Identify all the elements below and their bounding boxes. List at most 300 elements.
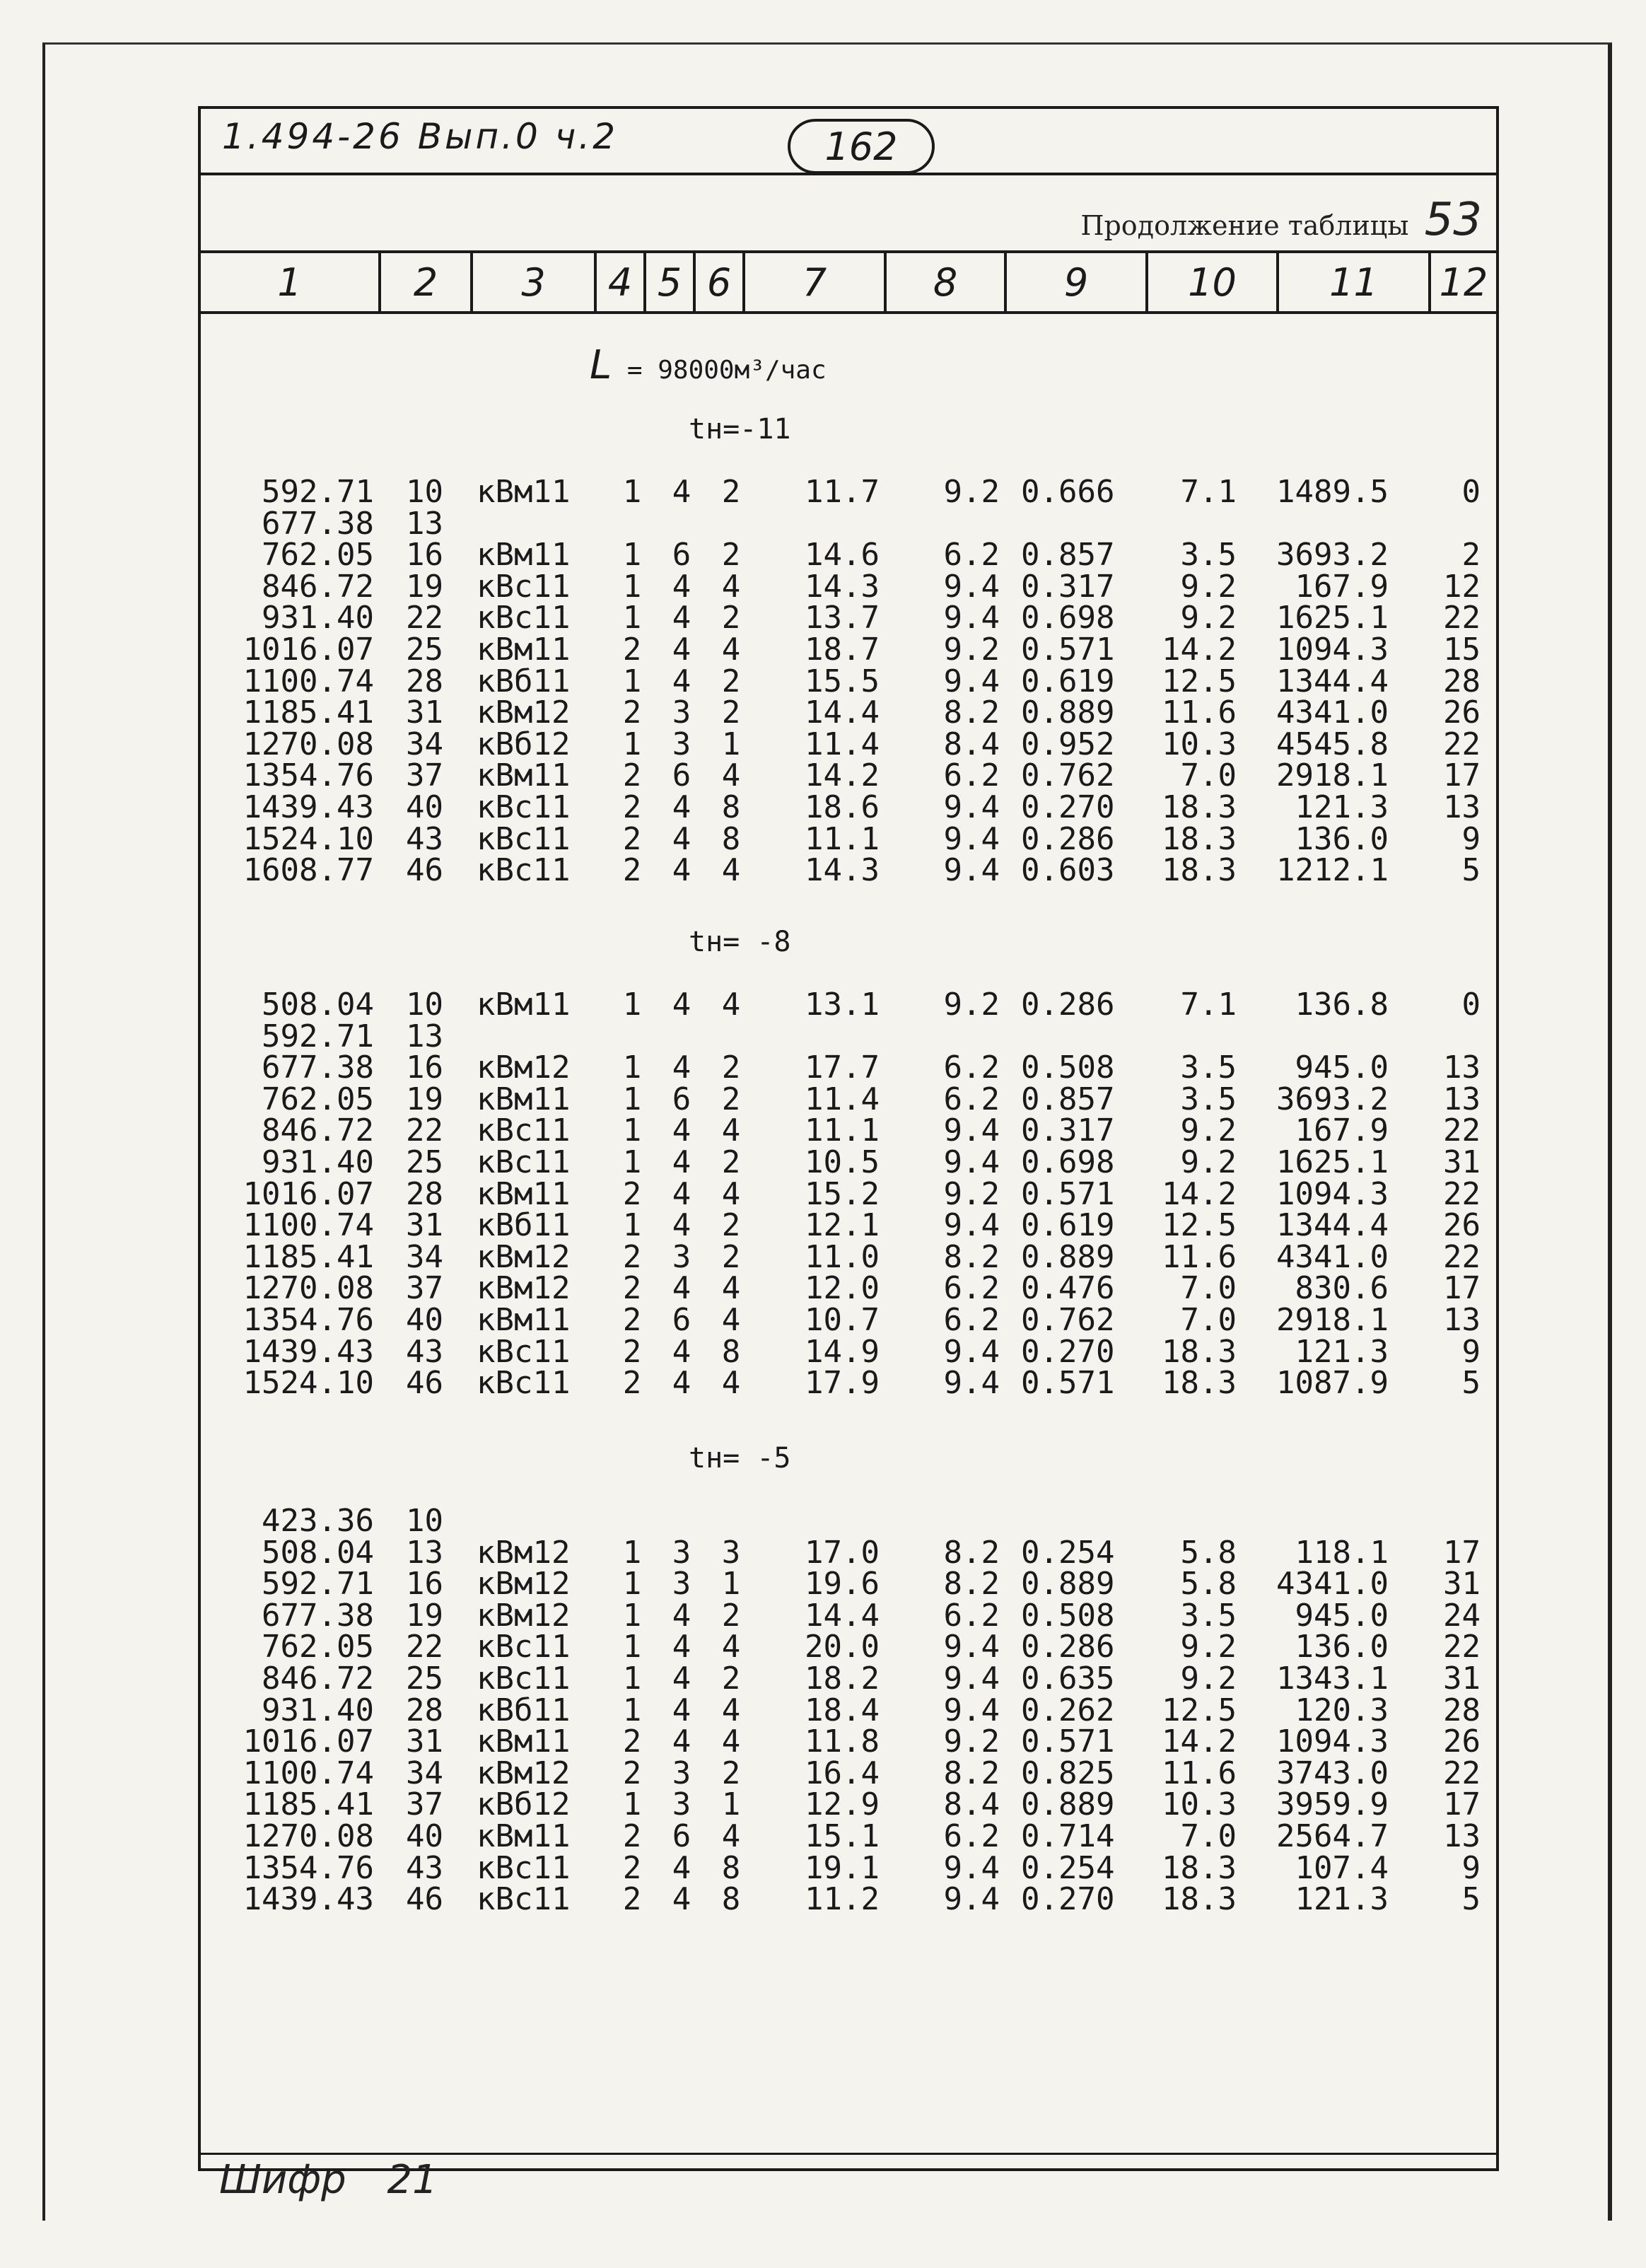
- table-cell: 17: [1443, 1786, 1481, 1823]
- table-cell: кВб11: [477, 1692, 571, 1728]
- table-cell: 11.7: [805, 474, 880, 510]
- table-cell: 12.1: [805, 1207, 880, 1244]
- table-cell: кВм11: [477, 757, 571, 794]
- table-cell: 9.2: [1180, 1629, 1237, 1665]
- table-cell: 19.1: [805, 1849, 880, 1886]
- table-cell: 762.05: [262, 1629, 374, 1665]
- table-cell: 2: [721, 1207, 741, 1244]
- table-cell: 1185.41: [243, 1238, 374, 1275]
- table-cell: 5.8: [1180, 1534, 1237, 1571]
- table-cell: 18.3: [1162, 1365, 1237, 1402]
- table-cell: 4: [721, 568, 741, 605]
- table-cell: 28: [406, 1692, 443, 1728]
- table-cell: 3: [672, 726, 691, 762]
- table-cell: 1100.74: [243, 663, 374, 699]
- table-cell: 10.5: [805, 1144, 880, 1180]
- table-cell: 1016.07: [243, 1723, 374, 1760]
- table-cell: 1212.1: [1276, 852, 1389, 889]
- table-cell: 1185.41: [243, 694, 374, 731]
- table-cell: 0.286: [1021, 987, 1115, 1023]
- table-cell: 2: [721, 1238, 741, 1275]
- table-cell: 6.2: [943, 1597, 1000, 1634]
- table-cell: 4: [672, 474, 691, 510]
- table-cell: 17.9: [805, 1365, 880, 1402]
- table-cell: 136.0: [1295, 1629, 1389, 1665]
- table-row: [201, 1692, 1496, 1728]
- table-cell: 14.4: [805, 1597, 880, 1634]
- table-cell: 6: [672, 1081, 691, 1117]
- table-cell: кВм12: [477, 1270, 571, 1307]
- table-cell: 22: [406, 1629, 443, 1665]
- table-cell: 4: [672, 632, 691, 668]
- table-cell: 1344.4: [1276, 663, 1389, 699]
- table-cell: 19: [406, 1081, 443, 1117]
- table-cell: 1343.1: [1276, 1661, 1389, 1697]
- table-cell: 9.2: [943, 1175, 1000, 1212]
- table-cell: 1: [622, 1629, 642, 1665]
- table-cell: 4: [672, 1629, 691, 1665]
- table-row: [201, 1597, 1496, 1634]
- table-cell: 4: [672, 600, 691, 636]
- table-cell: кВс11: [477, 852, 571, 889]
- table-cell: 830.6: [1295, 1270, 1389, 1307]
- table-cell: 0.317: [1021, 568, 1115, 605]
- table-cell: 22: [1443, 600, 1481, 636]
- table-row: [201, 1144, 1496, 1180]
- table-cell: кВм12: [477, 1049, 571, 1086]
- table-cell: 22: [1443, 1175, 1481, 1212]
- table-cell: 0.698: [1021, 1144, 1115, 1180]
- table-cell: 121.3: [1295, 1333, 1389, 1370]
- table-cell: 2: [721, 1144, 741, 1180]
- table-cell: 4: [721, 1175, 741, 1212]
- table-cell: 9.4: [943, 820, 1000, 857]
- table-cell: 4: [672, 1365, 691, 1402]
- table-cell: 4: [721, 1302, 741, 1338]
- table-cell: 118.1: [1295, 1534, 1389, 1571]
- table-cell: 2: [622, 1365, 642, 1402]
- table-row: [201, 1333, 1496, 1370]
- table-cell: 4: [721, 852, 741, 889]
- table-cell: 4: [672, 1723, 691, 1760]
- table-cell: кВс11: [477, 1333, 571, 1370]
- table-cell: 1100.74: [243, 1207, 374, 1244]
- table-cell: 18.6: [805, 789, 880, 825]
- table-cell: 2: [622, 1270, 642, 1307]
- table-cell: 20.0: [805, 1629, 880, 1665]
- table-cell: 0.254: [1021, 1849, 1115, 1886]
- table-cell: 8: [721, 1333, 741, 1370]
- table-cell: 8.4: [943, 726, 1000, 762]
- table-cell: 14.2: [1162, 632, 1237, 668]
- table-cell: 22: [406, 600, 443, 636]
- table-cell: 37: [406, 757, 443, 794]
- table-cell: 2: [721, 474, 741, 510]
- table-cell: кВм11: [477, 1081, 571, 1117]
- table-cell: 9.4: [943, 1629, 1000, 1665]
- table-cell: 11.2: [805, 1881, 880, 1918]
- table-cell: 14.9: [805, 1333, 880, 1370]
- table-row: [201, 726, 1496, 762]
- table-cell: 9.2: [1180, 1661, 1237, 1697]
- table-cell: 677.38: [262, 1049, 374, 1086]
- table-cell: кВм12: [477, 694, 571, 731]
- table-cell: 4: [672, 789, 691, 825]
- table-cell: 4: [672, 663, 691, 699]
- column-header-row: [201, 250, 1496, 314]
- table-cell: 4: [672, 852, 691, 889]
- table-cell: 2: [622, 632, 642, 668]
- table-cell: 2: [622, 1881, 642, 1918]
- table-cell: 136.8: [1295, 987, 1389, 1023]
- table-cell: 423.36: [262, 1503, 374, 1539]
- table-row: [201, 1755, 1496, 1791]
- column-header: 9: [1007, 253, 1148, 311]
- flow-symbol: L: [590, 342, 612, 388]
- table-cell: 3: [672, 1534, 691, 1571]
- table-cell: 1: [622, 726, 642, 762]
- table-cell: 4: [721, 1365, 741, 1402]
- table-cell: 9.2: [1180, 600, 1237, 636]
- table-cell: 9.2: [943, 987, 1000, 1023]
- table-cell: 10: [406, 474, 443, 510]
- table-cell: 4: [721, 1270, 741, 1307]
- table-cell: 37: [406, 1270, 443, 1307]
- table-cell: 2: [622, 1333, 642, 1370]
- table-cell: 7.0: [1180, 1302, 1237, 1338]
- table-cell: 5.8: [1180, 1566, 1237, 1603]
- table-cell: 2: [721, 1661, 741, 1697]
- table-cell: 1608.77: [243, 852, 374, 889]
- table-row: [201, 789, 1496, 825]
- table-row: [201, 1207, 1496, 1244]
- table-cell: 6.2: [943, 1081, 1000, 1117]
- table-row: [201, 1534, 1496, 1571]
- table-cell: 1625.1: [1276, 1144, 1389, 1180]
- table-cell: 6.2: [943, 1302, 1000, 1338]
- table-cell: 0.889: [1021, 1238, 1115, 1275]
- table-cell: 9.4: [943, 1881, 1000, 1918]
- table-cell: 0.762: [1021, 757, 1115, 794]
- table-cell: 9.4: [943, 568, 1000, 605]
- table-row: [201, 1081, 1496, 1117]
- column-header: 5: [646, 253, 696, 311]
- table-cell: 1: [721, 726, 741, 762]
- table-cell: 0.635: [1021, 1661, 1115, 1697]
- table-cell: кВм12: [477, 1597, 571, 1634]
- table-cell: 6: [672, 537, 691, 574]
- table-cell: 0.508: [1021, 1597, 1115, 1634]
- table-cell: 4341.0: [1276, 1566, 1389, 1603]
- table-cell: 24: [1443, 1597, 1481, 1634]
- table-cell: 8.2: [943, 694, 1000, 731]
- footer-stamp-text: Шифр: [219, 2157, 346, 2203]
- table-cell: 6.2: [943, 757, 1000, 794]
- table-cell: 4341.0: [1276, 1238, 1389, 1275]
- table-row: [201, 1018, 1496, 1054]
- table-cell: 2: [622, 1175, 642, 1212]
- table-cell: 2: [622, 1849, 642, 1886]
- table-cell: 2: [721, 1597, 741, 1634]
- table-cell: 16: [406, 1566, 443, 1603]
- table-cell: 15.1: [805, 1818, 880, 1854]
- table-cell: 4: [672, 1333, 691, 1370]
- table-cell: 25: [406, 1661, 443, 1697]
- table-cell: 28: [406, 663, 443, 699]
- table-cell: 8.4: [943, 1786, 1000, 1823]
- table-cell: 9.4: [943, 1692, 1000, 1728]
- table-cell: 762.05: [262, 537, 374, 574]
- table-cell: кВм12: [477, 1238, 571, 1275]
- table-cell: 10.3: [1162, 1786, 1237, 1823]
- table-cell: 3: [672, 1238, 691, 1275]
- table-cell: 0.619: [1021, 1207, 1115, 1244]
- table-cell: кВс11: [477, 789, 571, 825]
- table-cell: 31: [406, 1207, 443, 1244]
- table-cell: 0.270: [1021, 1333, 1115, 1370]
- table-cell: 1270.08: [243, 726, 374, 762]
- table-row: [201, 1849, 1496, 1886]
- table-cell: 4: [721, 1818, 741, 1854]
- table-cell: 0.286: [1021, 1629, 1115, 1665]
- table-cell: 6.2: [943, 1818, 1000, 1854]
- table-cell: 592.71: [262, 474, 374, 510]
- table-cell: 9.2: [943, 632, 1000, 668]
- table-cell: 15.2: [805, 1175, 880, 1212]
- table-row: [201, 537, 1496, 574]
- table-cell: 1354.76: [243, 1849, 374, 1886]
- table-row: [201, 1566, 1496, 1603]
- table-cell: 1489.5: [1276, 474, 1389, 510]
- table-cell: 40: [406, 789, 443, 825]
- table-cell: 0.254: [1021, 1534, 1115, 1571]
- table-cell: 0.286: [1021, 820, 1115, 857]
- table-cell: 4: [672, 1597, 691, 1634]
- table-cell: 9.4: [943, 1333, 1000, 1370]
- table-cell: 945.0: [1295, 1597, 1389, 1634]
- table-cell: 1: [721, 1566, 741, 1603]
- table-cell: 9.2: [1180, 1112, 1237, 1149]
- table-cell: 14.6: [805, 537, 880, 574]
- table-cell: 5: [1461, 1365, 1481, 1402]
- table-row: [201, 1365, 1496, 1402]
- table-cell: 2: [622, 694, 642, 731]
- table-cell: кВм11: [477, 1175, 571, 1212]
- table-row: [201, 757, 1496, 794]
- table-cell: 34: [406, 1755, 443, 1791]
- table-cell: 0.762: [1021, 1302, 1115, 1338]
- table-cell: 931.40: [262, 600, 374, 636]
- column-header: 1: [201, 253, 381, 311]
- table-cell: 28: [1443, 1692, 1481, 1728]
- table-cell: 0.262: [1021, 1692, 1115, 1728]
- column-header: 6: [696, 253, 745, 311]
- table-cell: 0.571: [1021, 1723, 1115, 1760]
- table-cell: 0.619: [1021, 663, 1115, 699]
- table-cell: 0.571: [1021, 632, 1115, 668]
- table-cell: 167.9: [1295, 568, 1389, 605]
- table-cell: 2: [1461, 537, 1481, 574]
- table-cell: 26: [1443, 1723, 1481, 1760]
- table-cell: 22: [1443, 1755, 1481, 1791]
- document-code: 1.494-26 Вып.0 ч.2: [222, 116, 619, 157]
- table-cell: 2: [721, 1049, 741, 1086]
- table-cell: 121.3: [1295, 1881, 1389, 1918]
- table-cell: 18.3: [1162, 852, 1237, 889]
- table-cell: 18.4: [805, 1692, 880, 1728]
- table-cell: 1094.3: [1276, 1175, 1389, 1212]
- table-row: [201, 694, 1496, 731]
- header-divider: [201, 173, 1496, 175]
- table-cell: 31: [1443, 1566, 1481, 1603]
- table-cell: 8.2: [943, 1566, 1000, 1603]
- table-cell: 43: [406, 1849, 443, 1886]
- table-cell: 3.5: [1180, 1049, 1237, 1086]
- table-cell: 31: [406, 1723, 443, 1760]
- table-cell: 1100.74: [243, 1755, 374, 1791]
- table-cell: 8: [721, 789, 741, 825]
- table-cell: кВм11: [477, 632, 571, 668]
- table-cell: 0.857: [1021, 1081, 1115, 1117]
- table-cell: 1: [622, 1534, 642, 1571]
- table-cell: 846.72: [262, 1112, 374, 1149]
- table-cell: 9.2: [1180, 568, 1237, 605]
- table-cell: 2: [622, 1723, 642, 1760]
- table-cell: 19.6: [805, 1566, 880, 1603]
- table-cell: 1: [622, 1207, 642, 1244]
- table-cell: 1439.43: [243, 1881, 374, 1918]
- table-row: [201, 1881, 1496, 1918]
- table-cell: 1016.07: [243, 1175, 374, 1212]
- table-cell: 1270.08: [243, 1818, 374, 1854]
- table-cell: 28: [1443, 663, 1481, 699]
- table-cell: 22: [1443, 1629, 1481, 1665]
- table-cell: 1: [622, 987, 642, 1023]
- table-cell: 0.666: [1021, 474, 1115, 510]
- table-cell: 34: [406, 1238, 443, 1275]
- table-cell: 3: [672, 1755, 691, 1791]
- table-cell: 9.4: [943, 852, 1000, 889]
- column-header: 2: [381, 253, 473, 311]
- table-cell: кВс11: [477, 1849, 571, 1886]
- table-cell: кВс11: [477, 568, 571, 605]
- table-cell: 4: [672, 1207, 691, 1244]
- table-cell: 2: [622, 1755, 642, 1791]
- table-number: 53: [1424, 194, 1482, 246]
- table-cell: 40: [406, 1818, 443, 1854]
- table-caption: [1080, 194, 1482, 246]
- table-cell: 1354.76: [243, 757, 374, 794]
- table-cell: 1270.08: [243, 1270, 374, 1307]
- table-row: [201, 820, 1496, 857]
- table-cell: 9: [1461, 1333, 1481, 1370]
- table-cell: 16: [406, 1049, 443, 1086]
- table-cell: 1344.4: [1276, 1207, 1389, 1244]
- table-cell: 19: [406, 1597, 443, 1634]
- table-cell: 11.6: [1162, 1238, 1237, 1275]
- table-cell: 11.6: [1162, 1755, 1237, 1791]
- table-cell: 6: [672, 757, 691, 794]
- table-cell: 3: [672, 1786, 691, 1823]
- table-cell: 7.1: [1180, 474, 1237, 510]
- table-cell: 10.7: [805, 1302, 880, 1338]
- table-cell: 2918.1: [1276, 1302, 1389, 1338]
- table-cell: 8: [721, 1849, 741, 1886]
- table-cell: 1094.3: [1276, 632, 1389, 668]
- table-cell: 1: [622, 1661, 642, 1697]
- table-cell: 1: [622, 1049, 642, 1086]
- table-row: [201, 1238, 1496, 1275]
- table-cell: 677.38: [262, 1597, 374, 1634]
- table-cell: 9: [1461, 820, 1481, 857]
- table-cell: 4: [672, 1144, 691, 1180]
- table-cell: 14.2: [1162, 1723, 1237, 1760]
- table-cell: 5: [1461, 852, 1481, 889]
- table-cell: 11.4: [805, 1081, 880, 1117]
- table-cell: 1: [622, 1597, 642, 1634]
- table-cell: 17: [1443, 757, 1481, 794]
- table-cell: 9.4: [943, 600, 1000, 636]
- table-cell: 2: [622, 789, 642, 825]
- table-cell: 3: [672, 694, 691, 731]
- table-cell: 4: [672, 568, 691, 605]
- table-cell: 11.4: [805, 726, 880, 762]
- table-cell: 9.4: [943, 663, 1000, 699]
- table-cell: 14.3: [805, 852, 880, 889]
- table-cell: 1: [721, 1786, 741, 1823]
- table-cell: 7.1: [1180, 987, 1237, 1023]
- table-cell: 1: [622, 1081, 642, 1117]
- table-cell: 9.4: [943, 1144, 1000, 1180]
- table-row: [201, 852, 1496, 889]
- table-cell: 18.7: [805, 632, 880, 668]
- table-cell: 46: [406, 852, 443, 889]
- table-cell: 4: [672, 820, 691, 857]
- table-cell: 16.4: [805, 1755, 880, 1791]
- table-cell: 2918.1: [1276, 757, 1389, 794]
- table-cell: 931.40: [262, 1692, 374, 1728]
- table-cell: 18.3: [1162, 789, 1237, 825]
- table-row: [201, 1175, 1496, 1212]
- table-cell: 13: [406, 1534, 443, 1571]
- table-cell: 0.857: [1021, 537, 1115, 574]
- table-cell: кВс11: [477, 1629, 571, 1665]
- table-cell: 17.0: [805, 1534, 880, 1571]
- table-cell: кВм11: [477, 1302, 571, 1338]
- table-cell: 7.0: [1180, 1818, 1237, 1854]
- table-cell: 2: [721, 663, 741, 699]
- table-cell: 8.2: [943, 1238, 1000, 1275]
- table-cell: 1: [622, 600, 642, 636]
- table-cell: 10.3: [1162, 726, 1237, 762]
- table-cell: 10: [406, 987, 443, 1023]
- table-cell: 107.4: [1295, 1849, 1389, 1886]
- table-cell: 3959.9: [1276, 1786, 1389, 1823]
- table-cell: 136.0: [1295, 820, 1389, 857]
- table-cell: кВс11: [477, 1144, 571, 1180]
- table-cell: 37: [406, 1786, 443, 1823]
- table-cell: 6.2: [943, 1270, 1000, 1307]
- table-cell: кВб11: [477, 663, 571, 699]
- table-cell: 0.571: [1021, 1175, 1115, 1212]
- page-number: 162: [788, 119, 935, 174]
- table-cell: 120.3: [1295, 1692, 1389, 1728]
- table-cell: 4: [672, 1049, 691, 1086]
- table-cell: 13.7: [805, 600, 880, 636]
- table-cell: 2: [721, 1081, 741, 1117]
- table-cell: 1: [622, 568, 642, 605]
- table-cell: кВм11: [477, 987, 571, 1023]
